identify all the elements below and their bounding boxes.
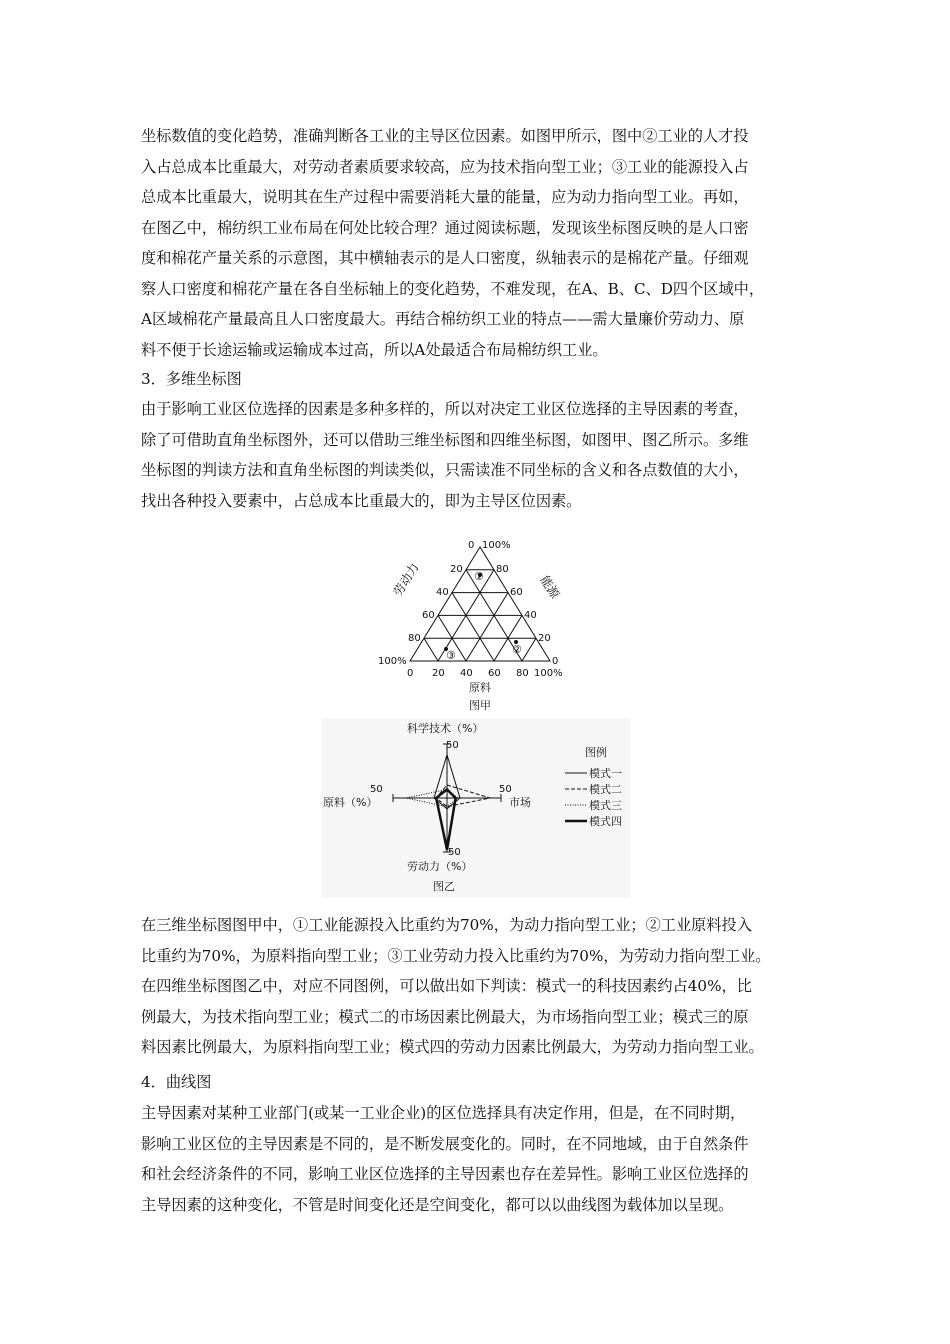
tick-bottom-100: 100% (534, 668, 563, 679)
text-line: 和社会经济条件的不同，影响工业区位选择的主导因素也存在差异性。影响工业区位选择的 (141, 1165, 749, 1183)
axis-label-left: 劳动力 (390, 560, 422, 599)
axis-label-left: 原料（%） (323, 796, 378, 809)
tick-bottom-0: 0 (407, 668, 414, 679)
section-heading-4 (141, 1067, 831, 1098)
heading-text: 4．曲线图 (141, 1073, 212, 1091)
legend-item-4: 模式四 (589, 815, 622, 828)
text-line: 总成本比重最大，说明其在生产过程中需要消耗大量的能量，应为动力指向型工业。再如， (141, 188, 749, 206)
tick-bottom-40: 40 (460, 668, 473, 679)
tick-left-80: 80 (408, 633, 421, 644)
tick-left-40: 40 (436, 587, 449, 598)
tick-right-80: 80 (496, 564, 509, 575)
text-line: 在图乙中，棉纺织工业布局在何处比较合理？通过阅读标题，发现该坐标图反映的是人口密 (141, 218, 749, 237)
legend-item-1: 模式一 (589, 767, 622, 780)
tick-right-40: 40 (524, 610, 537, 621)
section-heading-3 (141, 364, 831, 395)
point-label-3: ③ (446, 649, 456, 662)
text-line: 在四维坐标图图乙中，对应不同图例，可以做出如下判读：模式一的科技因素约占40%，比 (141, 977, 752, 995)
tick-right-0: 100% (482, 540, 511, 551)
paragraph-4 (141, 1098, 831, 1220)
legend-title: 图例 (585, 746, 607, 759)
axis-max-right: 50 (499, 784, 512, 795)
tick-left-0: 0 (468, 540, 475, 551)
text-line: 主导因素的这种变化，不管是时间变化还是空间变化，都可以以曲线图为载体加以呈现。 (141, 1195, 734, 1214)
text-line: 坐标数值的变化趋势，准确判断各工业的主导区位因素。如图甲所示，图中②工业的人才投 (141, 127, 749, 145)
paragraph-3 (141, 910, 831, 1063)
text-line: 度和棉花产量关系的示意图，其中横轴表示的是人口密度，纵轴表示的是棉花产量。仔细观 (141, 249, 749, 267)
text-line: 例最大，为技术指向型工业；模式二的市场因素比例最大，为市场指向型工业；模式三的原 (141, 1007, 749, 1026)
text-line: 料因素比例最大，为原料指向型工业；模式四的劳动力因素比例最大，为劳动力指向型工业。 (141, 1038, 764, 1056)
text-line: 由于影响工业区位选择的因素是多种多样的，所以对决定工业区位选择的主导因素的考查， (141, 400, 749, 418)
tick-right-0: 0 (552, 656, 559, 667)
point-label-2: ② (512, 643, 522, 656)
text-line: 影响工业区位的主导因素是不同的，是不断发展变化的。同时，在不同地域，由于自然条件 (141, 1134, 749, 1153)
paragraph-2 (141, 394, 831, 516)
paragraph-1 (141, 121, 831, 365)
axis-label-top: 科学技术（%） (407, 722, 484, 735)
text-line: 主导因素对某种工业部门(或某一工业企业)的区位选择具有决定作用，但是，在不同时期， (141, 1104, 746, 1122)
axis-label-bottom: 原料 (469, 681, 491, 694)
axis-label-bottom: 劳动力（%） (407, 860, 473, 873)
text-line: 坐标图的判读方法和直角坐标图的判读类似，只需读准不同坐标的含义和各点数值的大小， (141, 461, 749, 479)
tick-left-20: 20 (450, 564, 463, 575)
heading-text: 3．多维坐标图 (141, 370, 242, 388)
text-line: 在三维坐标图图甲中，①工业能源投入比重约为70%，为动力指向型工业；②工业原料投入 (141, 916, 752, 934)
tick-bottom-60: 60 (488, 668, 501, 679)
figure-b (321, 718, 631, 898)
figure-a-ternary-diagram (370, 535, 590, 715)
axis-label-right: 能源 (537, 573, 563, 601)
text-line: 除了可借助直角坐标图外，还可以借助三维坐标图和四维坐标图，如图甲、图乙所示。多维 (141, 430, 749, 449)
figure-b-radar-chart (321, 718, 631, 898)
text-line: A区域棉花产量最高且人口密度最大。再结合棉纺织工业的特点——需大量廉价劳动力、原 (141, 310, 745, 328)
text-line: 察人口密度和棉花产量在各自坐标轴上的变化趋势，不难发现，在A、B、C、D四个区域中， (141, 279, 765, 298)
tick-bottom-80: 80 (516, 668, 529, 679)
figure-b-caption: 图乙 (433, 880, 455, 893)
point-label-1: ① (474, 570, 484, 583)
tick-right-60: 60 (510, 587, 523, 598)
text-line: 料不便于长途运输或运输成本过高，所以A处最适合布局棉纺织工业。 (141, 340, 608, 359)
legend-item-2: 模式二 (589, 783, 622, 796)
tick-left-60: 60 (422, 610, 435, 621)
axis-max-bottom: 50 (448, 847, 461, 858)
axis-max-left: 50 (370, 784, 383, 795)
axis-max-top: 50 (446, 740, 459, 751)
tick-right-20: 20 (538, 633, 551, 644)
text-line: 找出各种投入要素中，占总成本比重最大的，即为主导区位因素。 (141, 491, 582, 510)
legend-item-3: 模式三 (589, 799, 622, 812)
axis-label-right: 市场 (509, 796, 531, 809)
tick-bottom-20: 20 (432, 668, 445, 679)
figure-a-caption: 图甲 (469, 699, 491, 712)
tick-left-100: 100% (378, 656, 407, 667)
text-line: 入占总成本比重最大，对劳动者素质要求较高，应为技术指向型工业；③工业的能源投入占 (141, 157, 749, 176)
text-line: 比重约为70%，为原料指向型工业；③工业劳动力投入比重约为70%，为劳动力指向型工业。 (141, 946, 771, 965)
